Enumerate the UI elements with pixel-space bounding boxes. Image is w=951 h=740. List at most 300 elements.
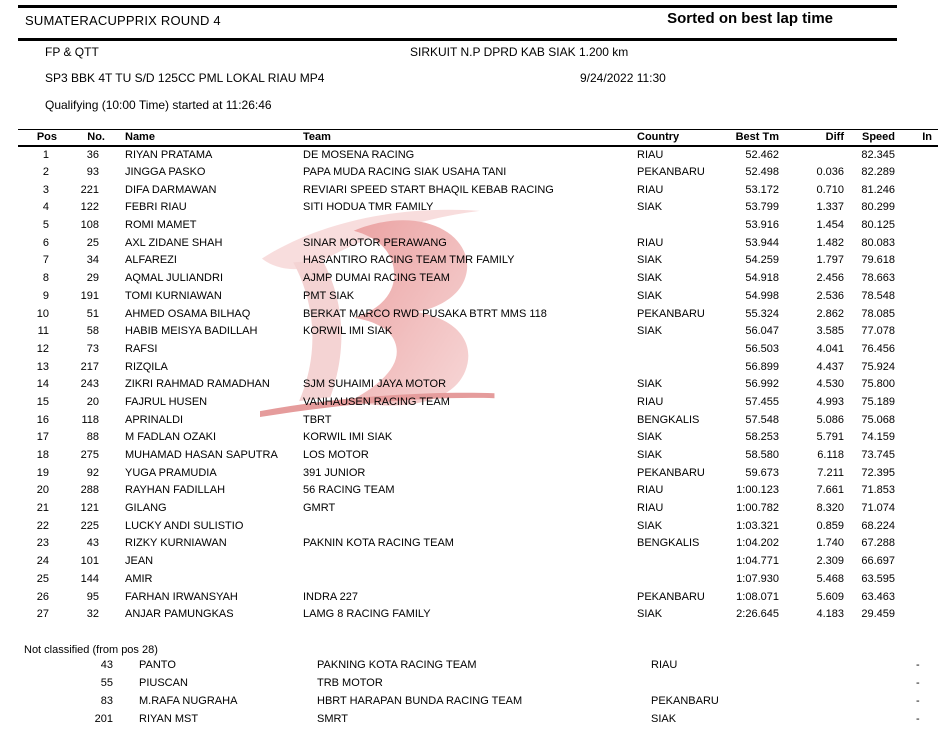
cell-in: - (916, 677, 920, 689)
cell-best: 58.580 (745, 449, 779, 462)
cell-team: SJM SUHAIMI JAYA MOTOR (303, 378, 447, 391)
cell-country (630, 340, 727, 358)
cell-no: 95 (86, 590, 99, 603)
cell-diff: 5.086 (816, 413, 844, 426)
cell-diff: 4.530 (816, 378, 844, 391)
cell-country: SIAK (637, 272, 663, 285)
cell-in: - (916, 695, 920, 707)
cell-speed (860, 656, 911, 674)
cell-name: LUCKY ANDI SULISTIO (125, 519, 244, 532)
column-header-no: No. (87, 131, 105, 144)
cell-team (303, 358, 630, 376)
cell-pos: 2 (42, 166, 49, 179)
cell-in (897, 429, 938, 447)
cell-country: SIAK (637, 608, 663, 621)
result-row (18, 464, 938, 482)
cell-pos: 8 (42, 272, 49, 285)
cell-in (897, 216, 938, 234)
cell-name: RIYAN MST (139, 713, 199, 725)
cell-speed: 63.463 (861, 590, 895, 603)
cell-team: INDRA 227 (303, 590, 359, 603)
cell-team (303, 552, 630, 570)
cell-speed (860, 674, 911, 692)
cell-best: 56.899 (745, 360, 779, 373)
cell-best: 56.503 (745, 342, 779, 355)
cell-in (897, 535, 938, 553)
result-row (18, 429, 938, 447)
cell-speed: 67.288 (861, 537, 895, 550)
cell-no: 118 (81, 413, 99, 426)
result-row (18, 181, 938, 199)
result-row (18, 499, 938, 517)
cell-no: 29 (86, 272, 99, 285)
column-header-name: Name (125, 131, 155, 144)
session-label: FP & QTT (45, 45, 99, 59)
cell-speed: 71.074 (861, 502, 895, 515)
cell-team: KORWIL IMI SIAK (303, 325, 393, 338)
cell-diff (797, 656, 860, 674)
results-header-row (18, 130, 938, 146)
cell-pos: 24 (36, 555, 49, 568)
cell-name: M.RAFA NUGRAHA (139, 695, 238, 707)
cell-in (897, 499, 938, 517)
cell-country: RIAU (651, 659, 678, 671)
cell-country: PEKANBARU (637, 307, 705, 320)
cell-diff: 0.859 (816, 519, 844, 532)
cell-country (644, 674, 741, 692)
result-row (18, 552, 938, 570)
cell-diff: 7.211 (817, 466, 844, 479)
cell-speed: 77.078 (861, 325, 895, 338)
cell-team (303, 517, 630, 535)
cell-name: AQMAL JULIANDRI (125, 272, 224, 285)
cell-name: GILANG (125, 502, 167, 515)
cell-best: 1:00.123 (736, 484, 779, 497)
cell-in (897, 605, 938, 623)
cell-pos: 6 (42, 236, 49, 249)
column-header-pos: Pos (36, 131, 57, 144)
cell-speed: 80.125 (861, 219, 895, 232)
cell-pos (18, 656, 65, 674)
cell-in (897, 199, 938, 217)
cell-diff: 0.710 (816, 183, 844, 196)
result-row (18, 252, 938, 270)
cell-name: HABIB MEISYA BADILLAH (125, 325, 258, 338)
cell-name: RIYAN PRATAMA (125, 148, 213, 161)
cell-name: JINGGA PASKO (125, 166, 206, 179)
result-row (18, 375, 938, 393)
cell-country: RIAU (637, 183, 664, 196)
page-title: SUMATERACUPPRIX ROUND 4 (25, 13, 221, 28)
cell-no: 122 (80, 201, 99, 214)
cell-no: 93 (86, 166, 99, 179)
cell-diff: 5.791 (816, 431, 844, 444)
cell-country: BENGKALIS (637, 413, 700, 426)
cell-speed: 81.246 (861, 183, 895, 196)
cell-no: 275 (80, 449, 99, 462)
cell-best: 53.172 (745, 183, 779, 196)
cell-pos: 11 (37, 325, 49, 338)
cell-team: BERKAT MARCO RWD PUSAKA BTRT MMS 118 (303, 307, 547, 320)
cell-team: SINAR MOTOR PERAWANG (303, 236, 447, 249)
cell-speed: 78.548 (861, 289, 895, 302)
cell-best: 1:04.202 (736, 537, 779, 550)
cell-team (303, 570, 630, 588)
cell-name: RIZKY KURNIAWAN (125, 537, 227, 550)
cell-name: MUHAMAD HASAN SAPUTRA (125, 449, 278, 462)
column-header-team: Team (303, 131, 331, 144)
cell-best: 52.462 (745, 148, 779, 161)
cell-pos: 14 (36, 378, 49, 391)
cell-no: 25 (86, 236, 99, 249)
cell-in (897, 482, 938, 500)
cell-pos: 15 (36, 395, 49, 408)
cell-in: - (916, 713, 920, 725)
cell-no: 191 (80, 289, 99, 302)
cell-in (897, 411, 938, 429)
cell-pos: 12 (36, 342, 49, 355)
cell-best: 53.944 (745, 236, 779, 249)
cell-in (897, 146, 938, 164)
cell-in: - (916, 659, 920, 671)
cell-diff: 0.036 (816, 166, 844, 179)
cell-speed: 78.663 (861, 272, 895, 285)
result-row (18, 588, 938, 606)
cell-no: 288 (80, 484, 99, 497)
cell-best: 1:07.930 (736, 572, 779, 585)
cell-diff: 2.862 (816, 307, 844, 320)
cell-best: 2:26.645 (736, 608, 779, 621)
cell-country (630, 552, 727, 570)
cell-diff (797, 692, 860, 710)
cell-no: 225 (80, 519, 99, 532)
cell-no: 34 (86, 254, 99, 267)
column-header-best: Best Tm (735, 131, 779, 144)
cell-team: PAPA MUDA RACING SIAK USAHA TANI (303, 166, 507, 179)
circuit-label: SIRKUIT N.P DPRD KAB SIAK 1.200 km (410, 45, 629, 59)
cell-best: 56.047 (745, 325, 779, 338)
cell-speed: 74.159 (861, 431, 895, 444)
cell-in (897, 588, 938, 606)
cell-team: REVIARI SPEED START BHAQIL KEBAB RACING (303, 183, 554, 196)
cell-in (897, 517, 938, 535)
cell-best: 1:04.771 (736, 555, 779, 568)
cell-team: PAKNING KOTA RACING TEAM (317, 659, 477, 671)
result-row (18, 358, 938, 376)
cell-no: 92 (86, 466, 99, 479)
cell-diff (797, 674, 860, 692)
cell-diff: 5.609 (816, 590, 844, 603)
cell-speed: 80.299 (861, 201, 895, 214)
cell-speed: 71.853 (861, 484, 895, 497)
cell-diff: 4.041 (816, 342, 844, 355)
cell-diff: 1.740 (816, 537, 844, 550)
cell-in (897, 287, 938, 305)
result-row (18, 216, 938, 234)
cell-pos: 22 (36, 519, 49, 532)
cell-pos: 20 (36, 484, 49, 497)
cell-pos: 5 (42, 219, 49, 232)
cell-no: 55 (100, 677, 113, 689)
not-classified-row (18, 692, 951, 710)
cell-diff (783, 146, 846, 164)
cell-pos: 7 (42, 254, 49, 267)
cell-team: AJMP DUMAI RACING TEAM (303, 272, 450, 285)
cell-best: 53.799 (745, 201, 779, 214)
cell-speed: 82.345 (861, 148, 895, 161)
cell-diff: 1.797 (816, 254, 844, 267)
cell-diff: 4.437 (816, 360, 844, 373)
cell-in (897, 234, 938, 252)
cell-best (741, 710, 797, 728)
column-header-country: Country (637, 131, 680, 144)
cell-name: TOMI KURNIAWAN (125, 289, 222, 302)
not-classified-row (18, 656, 951, 674)
cell-team: GMRT (303, 502, 336, 515)
cell-name: AXL ZIDANE SHAH (125, 236, 223, 249)
cell-in (897, 570, 938, 588)
cell-in (897, 305, 938, 323)
cell-name: ZIKRI RAHMAD RAMADHAN (125, 378, 270, 391)
cell-diff: 6.118 (817, 449, 844, 462)
cell-country: SIAK (637, 289, 663, 302)
cell-no: 101 (80, 555, 99, 568)
datetime-label: 9/24/2022 11:30 (580, 71, 666, 85)
cell-best: 55.324 (745, 307, 779, 320)
cell-diff: 1.454 (816, 219, 844, 232)
cell-in (897, 322, 938, 340)
cell-speed: 75.924 (861, 360, 895, 373)
cell-pos (18, 692, 65, 710)
cell-team: LOS MOTOR (303, 449, 369, 462)
not-classified-row (18, 674, 951, 692)
cell-no: 108 (80, 219, 99, 232)
cell-speed: 72.395 (861, 466, 895, 479)
cell-speed: 63.595 (861, 572, 895, 585)
cell-speed: 66.697 (861, 555, 895, 568)
cell-name: JEAN (125, 555, 154, 568)
cell-team: TBRT (303, 413, 332, 426)
cell-team: HASANTIRO RACING TEAM TMR FAMILY (303, 254, 515, 267)
cell-best: 59.673 (745, 466, 779, 479)
cell-in (897, 181, 938, 199)
cell-country: PEKANBARU (637, 590, 705, 603)
cell-best: 54.259 (745, 254, 779, 267)
cell-best: 57.455 (745, 395, 779, 408)
results-table (18, 129, 938, 623)
cell-pos: 26 (36, 590, 49, 603)
cell-pos: 23 (36, 537, 49, 550)
cell-diff: 4.183 (816, 608, 844, 621)
cell-no: 43 (86, 537, 99, 550)
cell-best: 54.918 (745, 272, 779, 285)
cell-team: PMT SIAK (303, 289, 355, 302)
cell-team: PAKNIN KOTA RACING TEAM (303, 537, 454, 550)
cell-best: 54.998 (745, 289, 779, 302)
cell-name: PANTO (139, 659, 176, 671)
cell-name: ANJAR PAMUNGKAS (125, 608, 234, 621)
cell-team: 391 JUNIOR (303, 466, 366, 479)
cell-country: RIAU (637, 502, 664, 515)
cell-best: 57.548 (745, 413, 779, 426)
cell-country: BENGKALIS (637, 537, 700, 550)
cell-pos: 13 (36, 360, 49, 373)
cell-in (897, 252, 938, 270)
cell-speed: 82.289 (861, 166, 895, 179)
cell-country: RIAU (637, 484, 664, 497)
top-rule (18, 5, 897, 8)
cell-team: HBRT HARAPAN BUNDA RACING TEAM (317, 695, 523, 707)
cell-diff: 8.320 (816, 502, 844, 515)
cell-country: RIAU (637, 148, 664, 161)
result-row (18, 411, 938, 429)
cell-speed: 76.456 (861, 342, 895, 355)
cell-team (303, 216, 630, 234)
cell-best: 1:00.782 (736, 502, 779, 515)
cell-name: FEBRI RIAU (125, 201, 187, 214)
result-row (18, 269, 938, 287)
qualifying-note: Qualifying (10:00 Time) started at 11:26:46 (45, 98, 272, 112)
cell-pos: 21 (36, 502, 49, 515)
cell-speed: 75.189 (861, 395, 895, 408)
cell-no: 144 (80, 572, 99, 585)
cell-pos: 10 (36, 307, 49, 320)
column-header-diff: Diff (825, 131, 844, 144)
cell-team (303, 340, 630, 358)
cell-best: 58.253 (745, 431, 779, 444)
cell-country (630, 570, 727, 588)
cell-country: SIAK (637, 325, 663, 338)
cell-speed: 29.459 (861, 608, 895, 621)
cell-best: 1:03.321 (736, 519, 779, 532)
result-row (18, 305, 938, 323)
cell-no: 58 (86, 325, 99, 338)
cell-diff: 3.585 (816, 325, 844, 338)
result-row (18, 163, 938, 181)
cell-pos: 1 (42, 148, 49, 161)
cell-country: SIAK (637, 519, 663, 532)
cell-best: 52.498 (745, 166, 779, 179)
cell-in (897, 340, 938, 358)
cell-no: 32 (86, 608, 99, 621)
cell-pos: 27 (36, 608, 49, 621)
cell-no: 20 (86, 395, 99, 408)
cell-country: RIAU (637, 395, 664, 408)
cell-pos: 9 (42, 289, 49, 302)
cell-diff (797, 710, 860, 728)
cell-no: 217 (80, 360, 99, 373)
cell-no: 83 (100, 695, 113, 707)
cell-pos (18, 710, 65, 728)
cell-in (897, 464, 938, 482)
cell-speed: 75.800 (861, 378, 895, 391)
result-row (18, 535, 938, 553)
cell-name: DIFA DARMAWAN (125, 183, 217, 196)
header-rule (18, 38, 897, 41)
result-row (18, 199, 938, 217)
cell-name: AHMED OSAMA BILHAQ (125, 307, 251, 320)
cell-country: SIAK (637, 449, 663, 462)
cell-speed: 80.083 (861, 236, 895, 249)
not-classified-table (18, 656, 951, 728)
cell-team: TRB MOTOR (317, 677, 383, 689)
cell-diff: 4.993 (816, 395, 844, 408)
cell-team: 56 RACING TEAM (303, 484, 395, 497)
cell-name: FAJRUL HUSEN (125, 395, 208, 408)
result-row (18, 322, 938, 340)
result-row (18, 446, 938, 464)
cell-country: PEKANBARU (637, 166, 705, 179)
cell-no: 43 (100, 659, 113, 671)
cell-diff: 7.661 (816, 484, 844, 497)
cell-country: SIAK (637, 201, 663, 214)
result-row (18, 393, 938, 411)
cell-in (897, 552, 938, 570)
cell-name: PIUSCAN (139, 677, 188, 689)
cell-name: ROMI MAMET (125, 219, 197, 232)
result-row (18, 517, 938, 535)
cell-in (897, 375, 938, 393)
cell-country: SIAK (637, 431, 663, 444)
cell-country: PEKANBARU (651, 695, 719, 707)
cell-name: ALFAREZI (125, 254, 177, 267)
cell-diff: 2.456 (816, 272, 844, 285)
cell-pos: 17 (36, 431, 49, 444)
not-classified-label: Not classified (from pos 28) (24, 644, 158, 656)
cell-pos: 25 (36, 572, 49, 585)
class-label: SP3 BBK 4T TU S/D 125CC PML LOKAL RIAU MP4 (45, 71, 325, 85)
result-row (18, 482, 938, 500)
cell-best (741, 692, 797, 710)
cell-best: 1:08.071 (736, 590, 779, 603)
cell-speed (860, 692, 911, 710)
result-row (18, 340, 938, 358)
cell-in (897, 446, 938, 464)
cell-in (897, 393, 938, 411)
cell-in (897, 163, 938, 181)
cell-in (897, 358, 938, 376)
cell-team: LAMG 8 RACING FAMILY (303, 608, 431, 621)
cell-diff: 2.309 (816, 555, 844, 568)
column-header-in: In (922, 131, 932, 144)
cell-country: SIAK (637, 254, 663, 267)
cell-in (897, 269, 938, 287)
cell-speed: 78.085 (861, 307, 895, 320)
result-row (18, 605, 938, 623)
cell-best: 53.916 (745, 219, 779, 232)
cell-no: 36 (86, 148, 99, 161)
cell-diff: 5.468 (816, 572, 844, 585)
cell-name: M FADLAN OZAKI (125, 431, 217, 444)
column-header-speed: Speed (861, 131, 895, 144)
cell-no: 243 (80, 378, 99, 391)
cell-name: RAFSI (125, 342, 158, 355)
cell-country (630, 358, 727, 376)
cell-pos: 4 (42, 201, 49, 214)
result-row (18, 146, 938, 164)
cell-name: RIZQILA (125, 360, 168, 373)
result-row (18, 287, 938, 305)
cell-diff: 1.482 (816, 236, 844, 249)
cell-speed: 79.618 (861, 254, 895, 267)
cell-no: 201 (94, 713, 113, 725)
cell-name: APRINALDI (125, 413, 184, 426)
cell-country (630, 216, 727, 234)
cell-best: 56.992 (745, 378, 779, 391)
not-classified-row (18, 710, 951, 728)
cell-speed: 73.745 (861, 449, 895, 462)
result-row (18, 570, 938, 588)
